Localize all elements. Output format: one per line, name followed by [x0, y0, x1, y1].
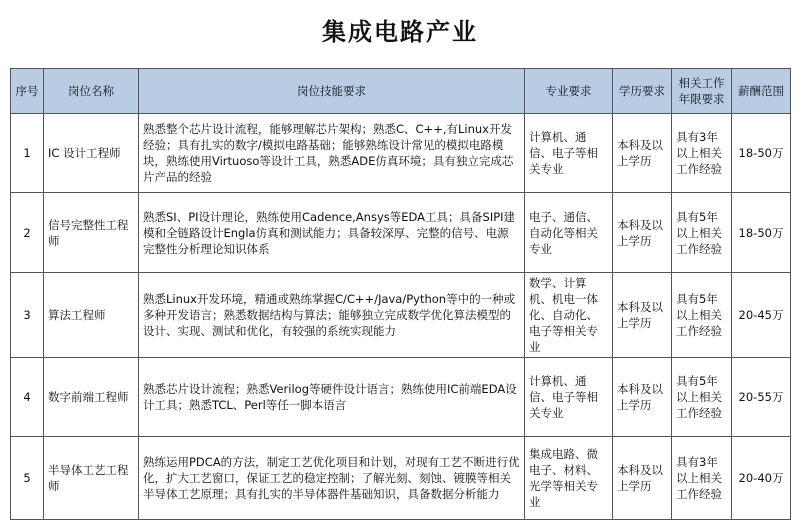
cell-major: 计算机、通信、电子等相关专业 — [525, 114, 613, 193]
cell-name: 信号完整性工程师 — [44, 193, 139, 273]
header-salary: 薪酬范围 — [732, 69, 791, 114]
cell-skills: 熟悉芯片设计流程；熟悉Verilog等硬件设计语言；熟练使用IC前端EDA设计工具；熟悉TCL、Perl等任一脚本语言 — [139, 358, 525, 437]
header-edu: 学历要求 — [613, 69, 672, 114]
cell-major: 集成电路、微电子、材料、光学等相关专业 — [525, 437, 613, 520]
cell-name: 算法工程师 — [44, 273, 139, 358]
cell-major: 计算机、通信、电子等相关专业 — [525, 358, 613, 437]
table-row — [11, 273, 791, 358]
header-major: 专业要求 — [525, 69, 613, 114]
cell-name: IC 设计工程师 — [44, 114, 139, 193]
cell-major: 数学、计算机、机电一体化、自动化、电子等相关专业 — [525, 273, 613, 358]
header-exp: 相关工作年限要求 — [672, 69, 732, 114]
cell-exp: 具有3年以上相关工作经验 — [672, 114, 732, 193]
cell-skills: 熟悉Linux开发环境，精通或熟练掌握C/C++/Java/Python等中的一种或多种开发语言；熟悉数据结构与算法；能够独立完成数学优化算法模型的设计、实现、测试和优化，有较强的系统实现能力 — [139, 273, 525, 358]
cell-salary: 18-50万 — [732, 114, 791, 193]
cell-major: 电子、通信、自动化等相关专业 — [525, 193, 613, 273]
cell-salary: 20-55万 — [732, 358, 791, 437]
table-row — [11, 193, 791, 273]
cell-no: 4 — [11, 358, 44, 437]
cell-salary: 18-50万 — [732, 193, 791, 273]
table-header-row — [11, 69, 791, 114]
cell-exp: 具有5年以上相关工作经验 — [672, 358, 732, 437]
cell-skills: 熟悉SI、PI设计理论，熟练使用Cadence,Ansys等EDA工具；具备SIPI建模和全链路设计Engla仿真和测试能力；具备较深厚、完整的信号、电源完整性分析理论知识体系 — [139, 193, 525, 273]
cell-no: 2 — [11, 193, 44, 273]
cell-no: 1 — [11, 114, 44, 193]
cell-no: 5 — [11, 437, 44, 520]
jobs-table — [10, 68, 791, 520]
cell-no: 3 — [11, 273, 44, 358]
cell-salary: 20-40万 — [732, 437, 791, 520]
header-skills: 岗位技能要求 — [139, 69, 525, 114]
cell-exp: 具有5年以上相关工作经验 — [672, 273, 732, 358]
cell-edu: 本科及以上学历 — [613, 114, 672, 193]
cell-exp: 具有3年以上相关工作经验 — [672, 437, 732, 520]
cell-name: 数字前端工程师 — [44, 358, 139, 437]
cell-name: 半导体工艺工程师 — [44, 437, 139, 520]
table-row — [11, 114, 791, 193]
header-no: 序号 — [11, 69, 44, 114]
cell-skills: 熟练运用PDCA的方法，制定工艺优化项目和计划，对现有工艺不断进行优化，扩大工艺窗口，保证工艺的稳定控制；了解光刻、刻蚀、镀膜等相关半导体工艺原理；具有扎实的半导体器件基础知识，具备数据分析能力 — [139, 437, 525, 520]
cell-edu: 本科及以上学历 — [613, 358, 672, 437]
cell-salary: 20-45万 — [732, 273, 791, 358]
cell-exp: 具有5年以上相关工作经验 — [672, 193, 732, 273]
page-title: 集成电路产业 — [322, 18, 478, 46]
table-row — [11, 437, 791, 520]
cell-skills: 熟悉整个芯片设计流程，能够理解芯片架构；熟悉C、C++,有Linux开发经验；具有扎实的数字/模拟电路基础；能够熟练设计常见的模拟电路模块，熟练使用Virtuoso等设计工具，熟悉ADE仿真环境；具有独立完成芯片产品的经验 — [139, 114, 525, 193]
cell-edu: 本科及以上学历 — [613, 437, 672, 520]
table-row — [11, 358, 791, 437]
cell-edu: 本科及以上学历 — [613, 193, 672, 273]
header-name: 岗位名称 — [44, 69, 139, 114]
cell-edu: 本科及以上学历 — [613, 273, 672, 358]
